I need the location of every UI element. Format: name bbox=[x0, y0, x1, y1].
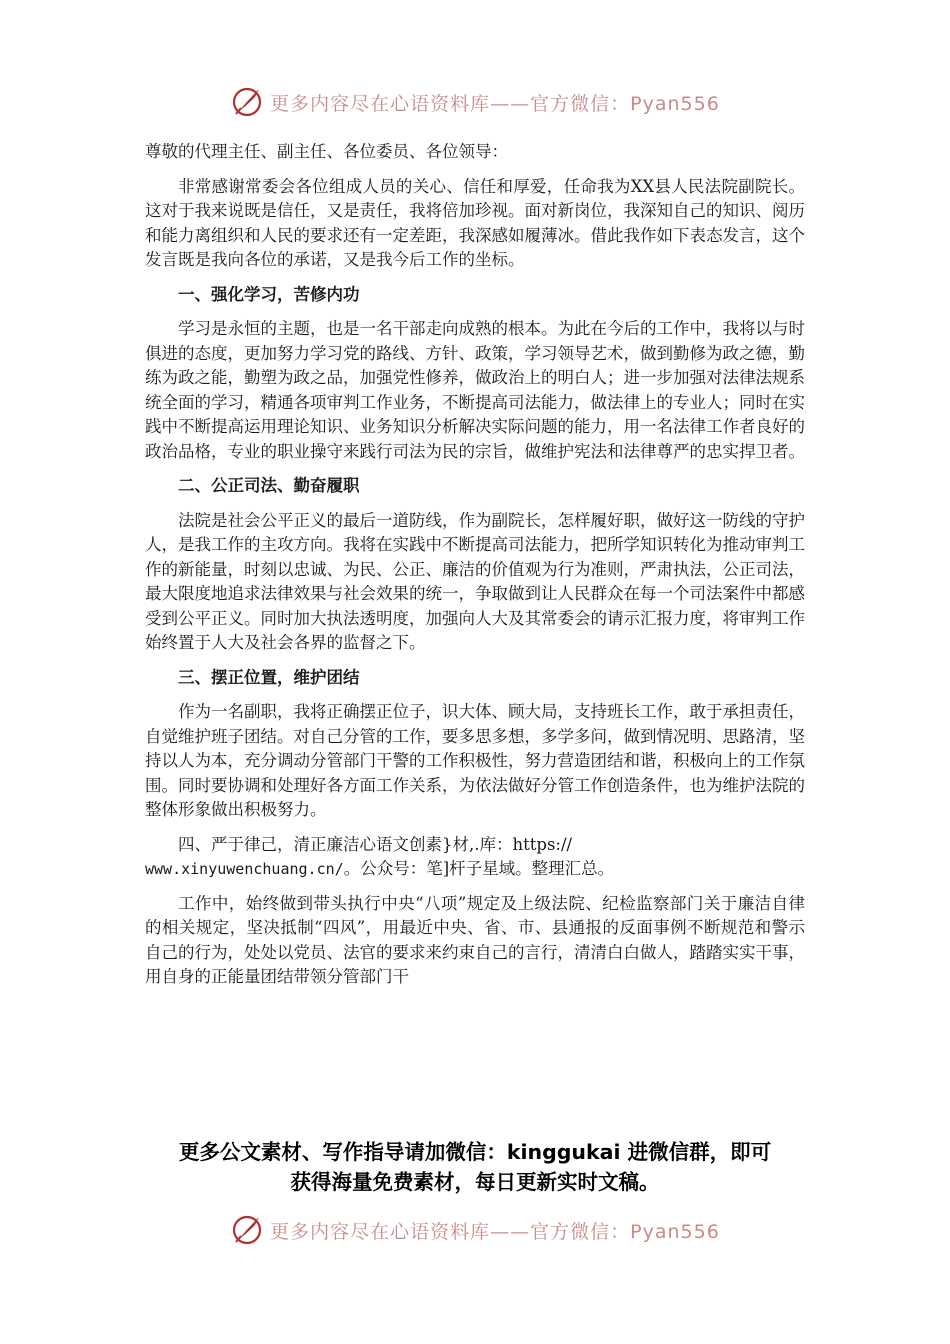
source-url: www.xinyuwenchuang.cn/ bbox=[145, 860, 344, 878]
source-note: 。公众号：笔]杆子星域。整理汇总。 bbox=[343, 859, 615, 878]
promo-line-2: 获得海量免费素材，每日更新实时文稿。 bbox=[290, 1170, 660, 1194]
section-body-2: 法院是社会公平正义的最后一道防线，作为副院长，怎样履好职，做好这一防线的守护人，是我工作的主攻方向。我将在实践中不断提高司法能力，把所学知识转化为推动审判工作的新能量，时刻以忠诚、为民、公正、廉洁的价值观为行为准则，严肃执法，公正司法，最大限度地追求法律效果与社会效果的统一，争取做到让人民群众在每一个司法案件中都感受到公平正义。同时加大执法透明度，加强向人大及其常委会的请示汇报力度，将审判工作始终置于人大及社会各界的监督之下。 bbox=[145, 510, 805, 652]
salutation: 尊敬的代理主任、副主任、各位委员、各位领导： bbox=[145, 142, 508, 161]
quill-pen-logo-icon bbox=[230, 85, 264, 119]
section-4-title: 四、严于律己，清正廉洁心语文创素}材,.库：https:// bbox=[178, 834, 573, 854]
banner-wechat-id: Pyan556 bbox=[630, 92, 720, 115]
banner-slogan: 更多内容尽在心语资料库——官方微信： bbox=[270, 92, 631, 115]
promo-line-1: 更多公文素材、写作指导请加微信：kinggukai 进微信群，即可 bbox=[178, 1140, 772, 1164]
banner-slogan: 更多内容尽在心语资料库——官方微信： bbox=[270, 1220, 631, 1243]
section-heading-4 bbox=[145, 833, 805, 882]
quill-pen-logo-icon bbox=[230, 1213, 264, 1247]
intro-paragraph: 非常感谢常委会各位组成人员的关心、信任和厚爱，任命我为XX县人民法院副院长。这对于我来说既是信任，又是责任，我将倍加珍视。面对新岗位，我深知自己的知识、阅历和能力离组织和人民的要求还有一定差距，我深感如履薄冰。借此我作如下表态发言，这个发言既是我向各位的承诺，又是我今后工作的坐标。 bbox=[145, 176, 805, 269]
section-heading-1: 一、强化学习，苦修内功 bbox=[178, 284, 360, 304]
banner-text bbox=[270, 1217, 720, 1244]
banner-text bbox=[270, 89, 720, 116]
document-body bbox=[145, 140, 805, 990]
section-body-4: 工作中，始终做到带头执行中央“八项”规定及上级法院、纪检监察部门关于廉洁自律的相关规定，坚决抵制“四风”，用最近中央、省、市、县通报的反面事例不断规范和警示自己的行为，处处以党员、法官的要求来约束自己的言行，清清白白做人，踏踏实实干事，用自身的正能量团结带领分管部门干 bbox=[145, 893, 805, 986]
section-heading-2: 二、公正司法、勤奋履职 bbox=[178, 476, 360, 495]
banner-wechat-id: Pyan556 bbox=[630, 1220, 720, 1243]
section-body-1: 学习是永恒的主题，也是一名干部走向成熟的根本。为此在今后的工作中，我将以与时俱进的态度，更加努力学习党的路线、方针、政策，学习领导艺术，做到勤修为政之德，勤练为政之能，勤塑为政之品，加强党性修养，做政治上的明白人；进一步加强对法律法规系统全面的学习，精通各项审判工作业务，不断提高司法能力，做法律上的专业人；同时在实践中不断提高运用理论知识、业务知识分析解决实际问题的能力，用一名法律工作者良好的政治品格，专业的职业操守来践行司法为民的宗旨，做维护宪法和法律尊严的忠实捍卫者。 bbox=[145, 319, 805, 461]
section-body-3: 作为一名副职，我将正确摆正位子，识大体、顾大局，支持班长工作，敢于承担责任，自觉维护班子团结。对自己分管的工作，要多思多想，多学多问，做到情况明、思路清，坚持以人为本，充分调动分管部门干警的工作积极性，努力营造团结和谐，积极向上的工作氛围。同时要协调和处理好各方面工作关系，为依法做好分管工作创造条件，也为维护法院的整体形象做出积极努力。 bbox=[145, 702, 805, 819]
header-watermark-banner bbox=[0, 82, 950, 122]
footer-watermark-banner bbox=[0, 1210, 950, 1250]
footer-promo-text bbox=[120, 1137, 830, 1197]
section-heading-3: 三、摆正位置，维护团结 bbox=[178, 667, 360, 687]
